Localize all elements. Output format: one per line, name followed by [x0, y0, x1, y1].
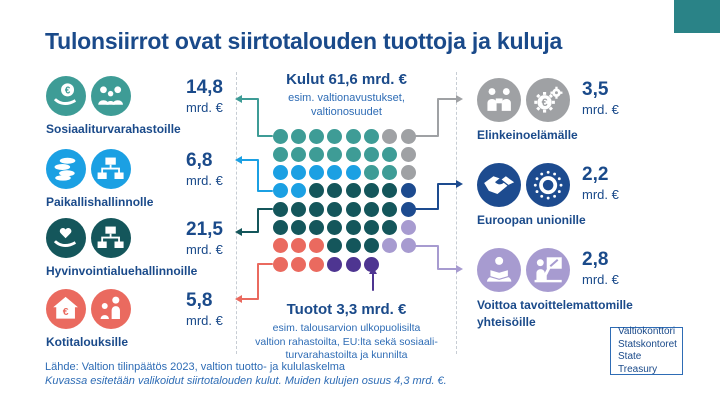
dot-darkteal	[291, 202, 306, 217]
dot-teal	[291, 147, 306, 162]
dot-lightpurple	[382, 238, 397, 253]
dot-lightpurple	[401, 220, 416, 235]
dot-blue	[291, 165, 306, 180]
logo-line3: State Treasury	[618, 351, 658, 375]
dot-darkpurple	[327, 257, 342, 272]
dot-gray	[401, 147, 416, 162]
org-chart-icon	[91, 218, 131, 258]
dot-teal	[327, 147, 342, 162]
item-label: Voittoa tavoittelemattomille	[477, 298, 633, 312]
valtiokonttori-logo	[610, 327, 683, 375]
dot-teal	[364, 129, 379, 144]
dot-coral	[291, 238, 306, 253]
dot-blue	[309, 165, 324, 180]
flow-item-paikallishallinnolle	[46, 149, 276, 209]
tuotot-subtitle: esim. talousarvion ulkopuolisilta valtion rahastoilta, EU:lta sekä sosiaali- turvarahastoilta ja kunnilta	[255, 322, 438, 361]
family-icon	[91, 76, 131, 116]
item-unit: mrd. €	[186, 241, 223, 257]
right-dashed-guide	[456, 72, 457, 354]
dot-darkteal	[346, 183, 361, 198]
value-block	[186, 78, 223, 115]
item-label: Kotitalouksille	[46, 335, 129, 349]
item-unit: mrd. €	[186, 172, 223, 188]
flow-item-hyvinvointialuehallinnoille	[46, 218, 276, 278]
dot-navy	[401, 183, 416, 198]
dot-coral	[273, 238, 288, 253]
dot-gray	[401, 129, 416, 144]
dot-darkteal	[309, 202, 324, 217]
svg-text:€: €	[541, 97, 548, 110]
item-label: Hyvinvointialuehallinnoille	[46, 264, 198, 278]
dot-blue	[327, 165, 342, 180]
dot-darkpurple	[364, 257, 379, 272]
dot-teal	[309, 129, 324, 144]
dot-darkteal	[346, 238, 361, 253]
tuotot-title: Tuotot 3,3 mrd. €	[286, 301, 407, 318]
dot-darkteal	[273, 202, 288, 217]
value-block	[186, 151, 223, 188]
dot-teal	[327, 129, 342, 144]
dot-blue	[346, 165, 361, 180]
item-value: 2,2	[582, 164, 609, 185]
dot-darkteal	[327, 238, 342, 253]
kulut-subtitle: esim. valtionavustukset, valtionosuudet	[288, 92, 405, 118]
flow-item-elinkeinoelamalle	[477, 78, 712, 142]
dot-darkteal	[346, 202, 361, 217]
dot-blue	[291, 183, 306, 198]
item-value: 3,5	[582, 79, 609, 100]
dot-teal	[273, 129, 288, 144]
item-unit: mrd. €	[582, 271, 619, 287]
person-book-icon	[477, 248, 521, 292]
dot-darkteal	[364, 202, 379, 217]
value-block	[582, 250, 619, 287]
dot-lightpurple	[401, 238, 416, 253]
dot-teal	[382, 165, 397, 180]
value-block	[582, 165, 619, 202]
value-block	[186, 220, 223, 257]
note-line: Kuvassa esitetään valikoidut siirtotalouden kulut. Muiden kulujen osuus 4,3 mrd. €.	[45, 375, 447, 387]
tuotot-block	[237, 301, 456, 363]
item-unit: mrd. €	[582, 101, 619, 117]
dot-darkpurple	[346, 257, 361, 272]
kulut-block	[237, 71, 456, 119]
value-block	[186, 291, 223, 328]
dot-teal	[273, 147, 288, 162]
dot-teal	[364, 165, 379, 180]
logo-line1: Valtiokonttori	[618, 326, 676, 337]
dot-teal	[309, 147, 324, 162]
org-chart-icon	[91, 149, 131, 189]
item-value: 5,8	[186, 290, 213, 311]
item-value: 21,5	[186, 219, 223, 240]
teacher-board-icon	[526, 248, 570, 292]
brand-corner-square	[674, 0, 720, 33]
dot-teal	[346, 147, 361, 162]
flow-item-euroopan-unionille	[477, 163, 712, 227]
dot-coral	[273, 257, 288, 272]
kulut-title: Kulut 61,6 mrd. €	[286, 71, 407, 88]
gears-euro-icon	[526, 78, 570, 122]
hand-euro-icon	[46, 76, 86, 116]
item-label-line2: yhteisöille	[477, 315, 536, 329]
dot-teal	[364, 147, 379, 162]
dot-teal	[346, 129, 361, 144]
dot-darkteal	[346, 220, 361, 235]
dot-coral	[291, 257, 306, 272]
adult-child-icon	[91, 289, 131, 329]
house-euro-icon	[46, 289, 86, 329]
item-value: 6,8	[186, 150, 213, 171]
item-label: Sosiaaliturvarahastoille	[46, 122, 181, 136]
dot-coral	[309, 257, 324, 272]
item-unit: mrd. €	[186, 99, 223, 115]
logo-line2: Statskontoret	[618, 338, 677, 350]
dot-darkteal	[327, 220, 342, 235]
dot-gray	[401, 165, 416, 180]
business-people-icon	[477, 78, 521, 122]
dot-teal	[291, 129, 306, 144]
eu-stars-icon	[526, 163, 570, 207]
item-label: Paikallishallinnolle	[46, 195, 154, 209]
item-unit: mrd. €	[582, 186, 619, 202]
dot-gray	[382, 129, 397, 144]
item-value: 2,8	[582, 249, 609, 270]
dot-darkteal	[364, 238, 379, 253]
handshake-icon	[477, 163, 521, 207]
coins-icon	[46, 149, 86, 189]
icon-row	[46, 149, 276, 189]
source-line: Lähde: Valtion tilinpäätös 2023, valtion tuotto- ja kululaskelma	[45, 361, 346, 373]
dot-darkteal	[382, 183, 397, 198]
dot-darkteal	[364, 183, 379, 198]
dot-navy	[401, 202, 416, 217]
dot-darkteal	[291, 220, 306, 235]
item-label: Elinkeinoelämälle	[477, 128, 578, 142]
item-value: 14,8	[186, 77, 223, 98]
dot-darkteal	[364, 220, 379, 235]
dot-darkteal	[327, 183, 342, 198]
dot-coral	[309, 238, 324, 253]
page-title: Tulonsiirrot ovat siirtotalouden tuottoja ja kuluja	[45, 28, 563, 54]
item-label: Euroopan unionille	[477, 213, 586, 227]
dot-blue	[273, 183, 288, 198]
dot-darkteal	[309, 183, 324, 198]
svg-text:€: €	[63, 307, 69, 319]
item-unit: mrd. €	[186, 312, 223, 328]
svg-text:€: €	[65, 85, 71, 97]
value-block	[582, 80, 619, 117]
dot-blue	[273, 165, 288, 180]
dot-darkteal	[273, 220, 288, 235]
hand-heart-icon	[46, 218, 86, 258]
dot-darkteal	[382, 202, 397, 217]
dot-teal	[382, 147, 397, 162]
flow-item-voittoa-tavoittelemattomille	[477, 248, 712, 329]
dot-darkteal	[382, 220, 397, 235]
icon-row	[46, 218, 276, 258]
dot-darkteal	[309, 220, 324, 235]
dot-darkteal	[327, 202, 342, 217]
